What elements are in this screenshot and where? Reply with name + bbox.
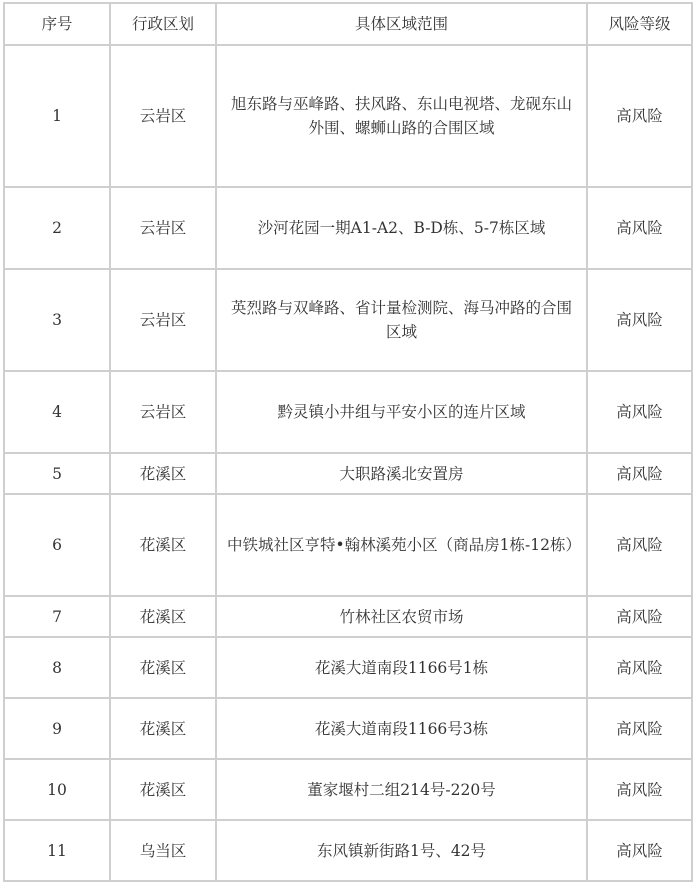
cell-area-scope: 英烈路与双峰路、省计量检测院、海马冲路的合围区域 [216,269,587,371]
cell-risk-level: 高风险 [587,269,692,371]
cell-serial-number: 8 [4,637,110,698]
table-row [4,494,692,596]
cell-risk-level: 高风险 [587,698,692,759]
cell-area-scope: 董家堰村二组214号-220号 [216,759,587,820]
table-row [4,45,692,187]
table-row [4,596,692,637]
cell-area-scope: 大职路溪北安置房 [216,453,587,494]
table-header-row [4,3,692,45]
table-row [4,698,692,759]
table-row [4,269,692,371]
cell-district: 云岩区 [110,187,216,269]
cell-district: 乌当区 [110,820,216,881]
cell-serial-number: 3 [4,269,110,371]
header-serial-number: 序号 [4,3,110,45]
cell-area-scope: 东风镇新街路1号、42号 [216,820,587,881]
header-area-scope: 具体区域范围 [216,3,587,45]
cell-risk-level: 高风险 [587,45,692,187]
cell-serial-number: 2 [4,187,110,269]
cell-area-scope: 花溪大道南段1166号1栋 [216,637,587,698]
cell-serial-number: 1 [4,45,110,187]
cell-district: 花溪区 [110,596,216,637]
cell-area-scope: 中铁城社区亨特•翰林溪苑小区（商品房1栋-12栋） [216,494,587,596]
cell-risk-level: 高风险 [587,371,692,453]
risk-area-table [3,2,693,882]
cell-district: 花溪区 [110,453,216,494]
cell-serial-number: 10 [4,759,110,820]
cell-risk-level: 高风险 [587,453,692,494]
cell-serial-number: 5 [4,453,110,494]
cell-serial-number: 7 [4,596,110,637]
cell-serial-number: 6 [4,494,110,596]
cell-area-scope: 黔灵镇小井组与平安小区的连片区域 [216,371,587,453]
cell-district: 云岩区 [110,269,216,371]
cell-serial-number: 9 [4,698,110,759]
table-row [4,637,692,698]
cell-district: 云岩区 [110,45,216,187]
table-row [4,187,692,269]
table-row [4,820,692,881]
table-row [4,759,692,820]
cell-area-scope: 沙河花园一期A1-A2、B-D栋、5-7栋区域 [216,187,587,269]
header-risk-level: 风险等级 [587,3,692,45]
table-row [4,371,692,453]
cell-risk-level: 高风险 [587,187,692,269]
cell-district: 花溪区 [110,637,216,698]
cell-risk-level: 高风险 [587,494,692,596]
cell-risk-level: 高风险 [587,759,692,820]
cell-serial-number: 4 [4,371,110,453]
cell-area-scope: 竹林社区农贸市场 [216,596,587,637]
table-row [4,453,692,494]
header-district: 行政区划 [110,3,216,45]
cell-district: 花溪区 [110,759,216,820]
cell-serial-number: 11 [4,820,110,881]
cell-district: 花溪区 [110,698,216,759]
cell-area-scope: 旭东路与巫峰路、扶风路、东山电视塔、龙砚东山外围、螺蛳山路的合围区域 [216,45,587,187]
cell-risk-level: 高风险 [587,820,692,881]
cell-area-scope: 花溪大道南段1166号3栋 [216,698,587,759]
cell-risk-level: 高风险 [587,637,692,698]
cell-risk-level: 高风险 [587,596,692,637]
cell-district: 云岩区 [110,371,216,453]
cell-district: 花溪区 [110,494,216,596]
